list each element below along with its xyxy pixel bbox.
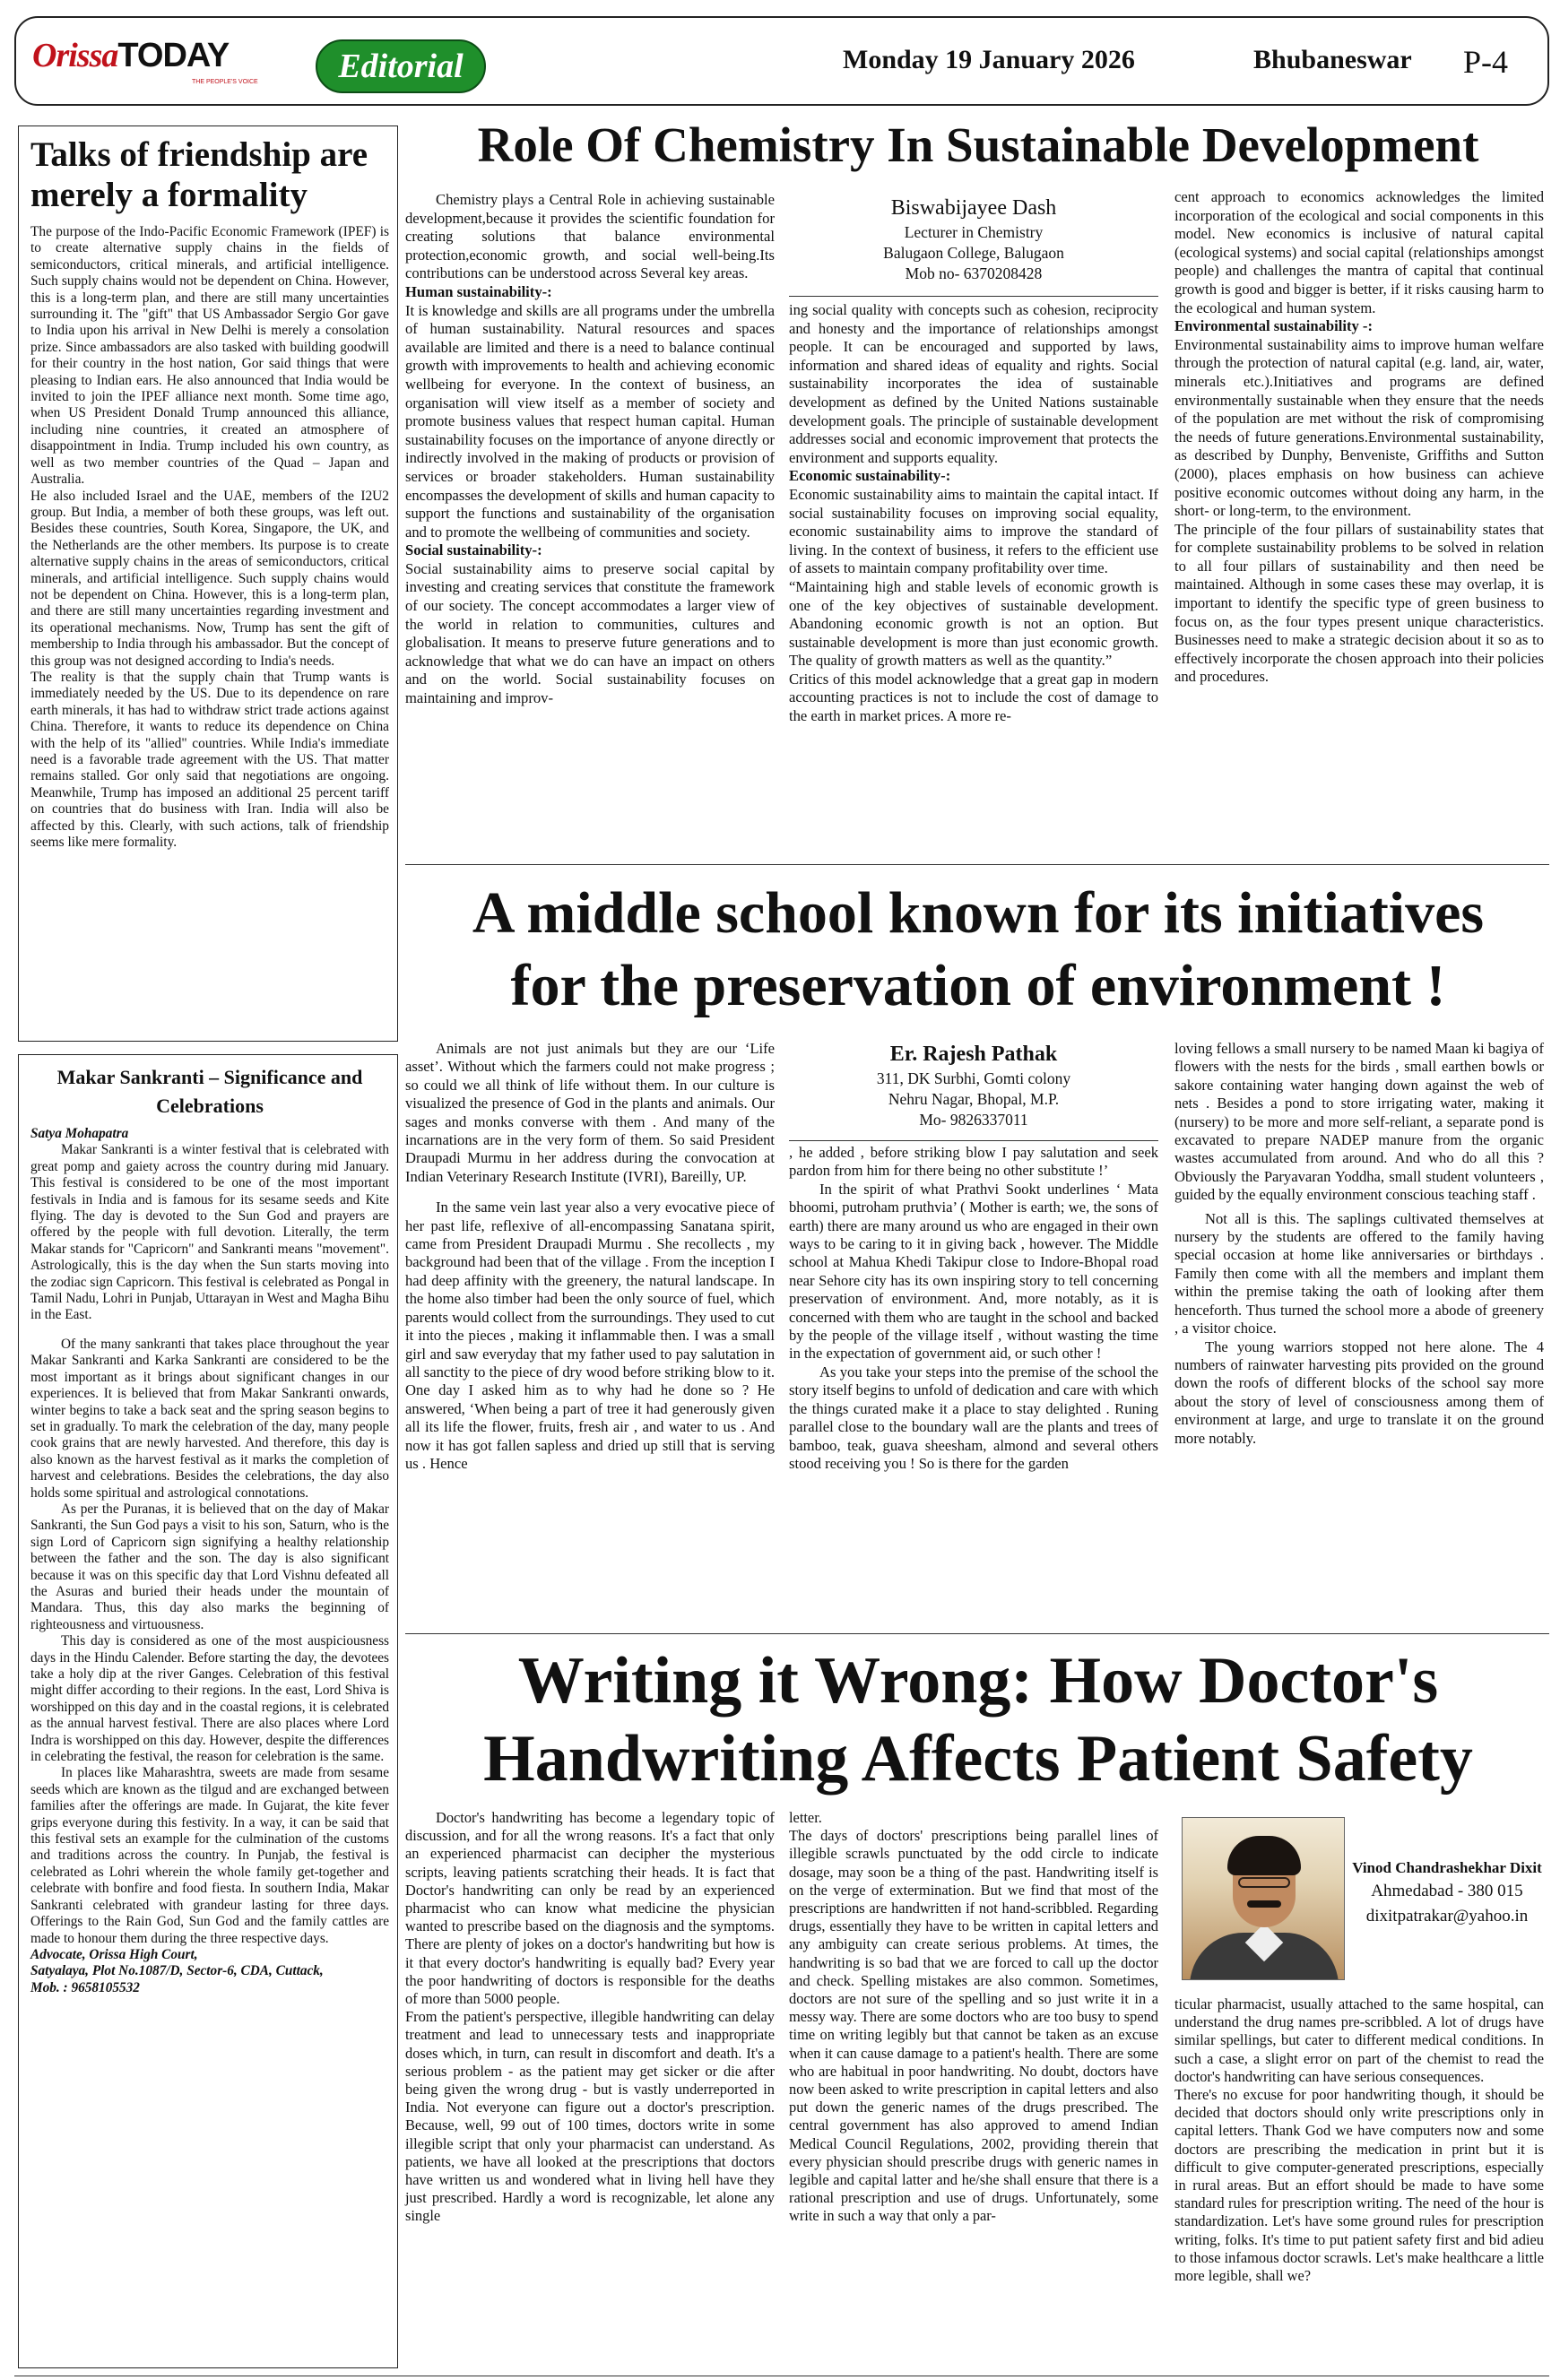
author-detail: Mob no- 6370208428: [905, 264, 1043, 282]
paragraph: ticular pharmacist, usually attached to the same hospital, can understand the drug names pre-scribbled. A lot of drugs have similar spellings, but cater to different medical conditions. In such a case, a slight error on part of the chemist to read the doctor's handwriting can have serious consequences.: [1174, 1995, 1544, 2085]
author-detail: Mo- 9826337011: [919, 1111, 1028, 1129]
logo-today: TODAY: [117, 37, 230, 74]
sidebar-byline: Satya Mohapatra: [30, 1126, 129, 1141]
paragraph: “Maintaining high and stable levels of economic growth is one of the key objectives of sustainable development. Abandoning economic growth is not an option. But sustainable development is more than just economic growth. The quality of growth matters as well as the quantity.”: [789, 577, 1158, 670]
author-detail: 311, DK Surbhi, Gomti colony: [876, 1069, 1071, 1087]
paragraph: Not all is this. The saplings cultivated themselves at nursery by the students are offered to the family having special occasion at home like anniversaries or birthdays . Family then come with all the members and implant them within the premise taking the oath of looking after them henceforth. Thus turned the school more a abode of greenery , a visitor choice.: [1174, 1209, 1544, 1337]
paragraph: There's no excuse for poor handwriting though, it should be decided that doctors should only write prescriptions only in capital letters. Thank God we have computers now and some doctors are prescribing the medication in print but it is difficult to give computer-generated prescriptions, especially in rural areas. But an effort should be made to have some standard rules for prescription writing. The need of the hour is standardization. Let's have some ground rules for prescription writing, folks. It's time to put patient safety first and bid adieu to those infamous doctor scrawls. Let's make healthcare a little more legible, shall we?: [1174, 2086, 1544, 2285]
paragraph: The principle of the four pillars of sustainability states that for complete sustainability problems to be solved in relation to all four pillars of sustainability and then need be maintained. Although in some cases these may overlap, it is important to identify the specific type of green business to focus on, as the four types present unique characteristics. Businesses need to make a strategic decision about it so as to effectively incorporate the chosen approach into their policies and procedures.: [1174, 520, 1544, 686]
article1-column-2: [789, 301, 1158, 726]
paragraph: Doctor's handwriting has become a legendary topic of discussion, and for all the wrong reasons. It's a fact that only an experienced pharmacist can decipher the mysterious scripts, leaving patients scratching their heads. It is fact that Doctor's handwriting can only be read by an experienced pharmacist who can know what medicine the physician wanted to prescribe based on the diagnosis and the symptoms. There are plenty of jokes on a doctor's handwriting but how is it that every doctor's handwriting is equally bad? Every year the poor handwriting of doctors is responsible for the deaths of more than 5000 people.: [405, 1809, 775, 2008]
paragraph: letter.: [789, 1809, 822, 1826]
sidebar-title-sankranti: Makar Sankranti – Significance and Celebrations: [56, 1066, 363, 1117]
paragraph: Critics of this model acknowledge that a great gap in modern accounting practices is not to include the cost of damage to the earth in market prices. A more re-: [789, 670, 1158, 725]
article2-column-3: [1174, 1040, 1544, 1448]
subheading: Economic sustainability-:: [789, 467, 951, 485]
logo-orissa: Orissa: [32, 37, 118, 74]
logo-tagline: THE PEOPLE'S VOICE: [192, 79, 258, 85]
article3-column-3: [1174, 1995, 1544, 2285]
author-name: Biswabijayee Dash: [890, 196, 1057, 220]
subheading: Environmental sustainability -:: [1174, 317, 1373, 335]
sidebar-title-friendship: Talks of friendship are merely a formality: [30, 135, 368, 214]
subheading: Human sustainability-:: [405, 282, 552, 300]
article-divider: [405, 864, 1549, 865]
page-number: P-4: [1463, 44, 1509, 80]
article1-column-3: [1174, 188, 1544, 687]
headline-line: for the preservation of environment !: [510, 953, 1446, 1018]
paragraph: Environmental sustainability aims to improve human welfare through the protection of natural capital (e.g. land, air, water, minerals etc.).Initiatives and programs are defined environmentally sustainable when they ensure that the needs of the population are met without the risk of compromising the needs of future generations.Environmental sustainability, as described by Dunphy, Benveniste, Griffiths and Sutton (2000), places emphasis on how business can achieve positive economic outcomes without doing any harm, in the short- or long-term, to the environment.: [1174, 335, 1544, 520]
paragraph: Of the many sankranti that takes place throughout the year Makar Sankranti and Karka Sankranti are considered to be the most important as it brings about significant changes in our experiences. It is believed that from Makar Sankranti onwards, winter begins to take a back seat and the spring season begins to set in gradually. To mark the celebration of the day, many people cook grains that are newly harvested. And therefore, this day is also known as the harvest festival as it marks the completion of harvest and celebrations. Besides the celebrations, the day also holds some spiritual and astrological connotations.: [30, 1336, 389, 1501]
paragraph: This day is considered as one of the most auspiciousness days in the Hindu Calender. Before starting the day, the devotees take a holy dip at the river Ganges. Celebration of this festival might differ according to their regions. In the east, Lord Shiva is worshipped on this day and in the coastal regions, it is celebrated as the annual harvest festival. There are also places where Lord Indra is worshipped on this day. However, despite the differences in celebrating the festival, the reason for celebration is the same.: [30, 1633, 389, 1765]
author-detail: Balugaon College, Balugaon: [883, 244, 1064, 262]
sidebar-body-friendship: [30, 224, 389, 851]
paragraph: From the patient's perspective, illegible handwriting can delay treatment and lead to unnecessary tests and inappropriate doses which, in turn, can result in discomfort and death. It's a serious problem - as the patient may get sicker or die after being given the wrong drug - but is vastly underreported in India. Not everyone can figure out a doctor's prescription. Because, well, 99 out of 100 times, doctors write in some illegible script that only your pharmacist can understand. As patients, we have all looked at the prescriptions that doctors have written us and wondered what in living hell have they just prescribed. Hardly a word is recognizable, let alone any single: [405, 2008, 775, 2225]
paragraph: The days of doctors' prescriptions being parallel lines of illegible scrawls punctuated by the odd circle to indicate dosage, may soon be a thing of the past. Handwriting itself is on the verge of extermination. But we find that most of the prescriptions are handwritten if not hand-scribbled. Regarding drugs, essentially they have to be written in capital letters and any ambiguity can create serious problems. At times, the handwriting is so bad that we are forced to call up the doctor and check. Spelling mistakes are also common. Sometimes, doctors are not sure of the spelling and so just write it in a messy way. There are some doctors who are too busy to spend time on writing legibly but that cannot be taken as an excuse when it can cause damage to a patient's health. There are some who are habitual in poor handwriting. No doubt, doctors have now been asked to write prescription in capital letters and also put down the generic names of the drugs prescribed. The central government has also approved to amend Indian Medical Council Regulations, 2002, providing therein that every physician should prescribe drugs with generic names in legible and capital latter and he/she shall ensure that there is a rational prescription and use of drugs. Unfortunately, some write in such a way that only a par-: [789, 1827, 1158, 2225]
article2-headline: [411, 877, 1546, 1022]
paragraph: It is knowledge and skills are all programs under the umbrella of human sustainability. Natural resources and spaces available are limited and there is a need to balance continual growth with improvements to health and achieving economic wellbeing for everyone. In the context of business, an organisation will view itself as a member of society and promote business values that respect human capital. Human sustainability focuses on the importance of anyone directly or indirectly involved in the making of products or provision of services or broader stakeholders. Human sustainability encompasses the development of skills and human capacity to support the functions and sustainability of the organisation and to promote the wellbeing of communities and society.: [405, 301, 775, 541]
edition-city: Bhubaneswar: [1253, 45, 1412, 74]
paragraph: He also included Israel and the UAE, members of the I2U2 group. But India, a member of both these groups, was left out. Besides these countries, South Korea, Singapore, the UK, and the Netherlands are the other members. Its purpose is to create alternative supply chains in the areas of semiconductors, critical minerals, and artificial intelligence. Such supply chains would not be dependent on China. However, this is a long-term plan, and there are still many uncertainties regarding investment and its operational mechanisms. Now, Trump has sent the gift of membership to India through his ambassador. But the concept of this group was not designed according to India's needs.: [30, 488, 389, 669]
headline-line: A middle school known for its initiatives: [472, 880, 1485, 946]
paragraph: The reality is that the supply chain that Trump wants is immediately needed by the US. Due to its dependence on rare earth minerals, it has had to withdraw strict trade actions against China. Therefore, it wants to reduce its dependence on China with the help of its "allied" countries. While India's immediate need is a favorable trade agreement with the US. That matter remains stalled. Gor only said that negotiations are ongoing. Meanwhile, Trump has imposed an additional 25 percent tariff on countries that do business with Iran. India will also be affected by this. Clearly, with such actions, talk of friendship seems like mere formality.: [30, 669, 389, 851]
paragraph: In the spirit of what Prathvi Sookt underlines ‘ Mata bhoomi, putroham pruthvia’ ( Mother is earth; we, the sons of earth) there are many around us who are engaged in their own ways to be caring to it in giving back , however. The Middle school at Mahua Khedi Takipur close to Indore-Bhopal road near Sehore city has its own inspiring story to tell concerning preservation of environment. And, more notably, as it is concerned with them who are taught in the school and backed by the people of the village itself , without wasting the time in the expectation of government aid, or such other !: [789, 1180, 1158, 1363]
sidebar-signature: Advocate, Orissa High Court,: [30, 1946, 198, 1962]
article-divider: [405, 1633, 1549, 1634]
paragraph: ing social quality with concepts such as cohesion, reciprocity and honesty and the importance of relationships amongst people. It can be encouraged and supported by laws, information and shared ideas of equality and rights. Social sustainability incorporates the idea of sustainable development as defined by the United Nations sustainable development goals. The principle of sustainable development addresses social and economic improvement that protects the environment and supports equality.: [789, 301, 1158, 466]
article3-column-2: [789, 1809, 1158, 2226]
author-photo: [1182, 1817, 1345, 1980]
author-detail: Nehru Nagar, Bhopal, M.P.: [888, 1090, 1060, 1108]
article3-headline: [411, 1642, 1546, 1798]
article3-author-block: [1348, 1857, 1546, 1929]
headline-line: Handwriting Affects Patient Safety: [483, 1722, 1473, 1796]
paragraph: In the same vein last year also a very evocative piece of her past life, reflexive of all-encompassing Sanatana spirit, came from President Draupadi Murmu . She recollects , my background had been that of the village . From the inception I had deep affinity with the greenery, the natural landscape. In the home also timber had been the only source of fuel, which parents would collect from the surroundings. They used to cut it into the pieces , making it inflammable then. I was a small girl and saw everyday that my father used to pay salutation in all sanctity to the piece of dry wood before striking blow to it. One day I asked him as to why had he done so ? He answered, ‘When being a part of tree it had generously given all its life the flower, fruits, fresh air , and water to us . And now it has got fallen sapless and dried up still that is serving us . Hence: [405, 1199, 775, 1472]
article1-column-1: [405, 191, 775, 708]
author-name: Vinod Chandrashekhar Dixit: [1352, 1859, 1542, 1876]
article3-column-1: [405, 1809, 775, 2226]
subheading: Social sustainability-:: [405, 541, 542, 559]
paragraph: As per the Puranas, it is believed that on the day of Makar Sankranti, the Sun God pays a visit to his son, Saturn, who is the sign Lord of Capricorn sign signifying a healthy relationship between the father and the son. The day is also significant because it was on this specific day that Lord Vishnu defeated all the Asuras and buried their heads under the mountain of Mandara. Thus, this day also marks the beginning of righteousness and virtuousness.: [30, 1501, 389, 1632]
sidebar-signature: Mob. : 9658105532: [30, 1979, 140, 1995]
paragraph: The young warriors stopped not here alone. The 4 numbers of rainwater harvesting pits provided on the ground down the roofs of different blocks of the school say more about the story of level of consciousness among them of environment at large, and urge to translate it on the ground more notably.: [1174, 1337, 1544, 1447]
paragraph: cent approach to economics acknowledges the limited incorporation of the ecological and social components in this model. New economics is inclusive of natural capital (ecological systems) and social capital (relationships amongst people) and challenges the mantra of capital that continual growth is good and bigger is better, if it risks causing harm to the ecological and human system.: [1174, 188, 1544, 316]
paragraph: loving fellows a small nursery to be named Maan ki bagiya of flowers with the nests for the birds , small earthen bowls or sakore containing water hanging down against the web of nets . Besides a pond to store irrigating water, making it (nursery) to be more and more self-reliant, a separate pond is excavated to prepare NADEP manure from the organic wastes accumulated from around. And who do all this ? Obviously the Paryavaran Yoddha, small student volunteers , guided by the equally environment conscious teaching staff .: [1174, 1040, 1544, 1204]
paragraph: Makar Sankranti is a winter festival that is celebrated with great pomp and gaiety across the country during mid January. This festival is considered to be one of the most important festivals in India and is famous for its sesame seeds and Kite flying. The day is devoted to the Sun God and prayers are offered by the people with full devotion. Literally, the term Makar stands for "Capricorn" and Sankranti means "movement". Astrologically, this is the day when the Sun starts moving into the zodiac sign Capricorn. This festival is celebrated as Pongal in Tamil Nadu, Lohri in Punjab, Uttarayan in West and Magha Bihu in the East.: [30, 1142, 389, 1323]
article1-headline: Role Of Chemistry In Sustainable Development: [477, 117, 1479, 172]
article2-column-2: [789, 1144, 1158, 1473]
sidebar-signature: Satyalaya, Plot No.1087/D, Sector-6, CDA, Cuttack,: [30, 1963, 324, 1979]
paragraph: Economic sustainability aims to maintain the capital intact. If social sustainability focuses on improving social equality, economic sustainability aims to improve the standard of living. In the context of business, it refers to the efficient use of assets to maintain company profitability over time.: [789, 485, 1158, 577]
article2-author-block: [789, 1040, 1158, 1130]
sidebar-body-sankranti: [30, 1126, 389, 1996]
paragraph: In places like Maharashtra, sweets are made from sesame seeds which are known as the tilgud and are exchanged between families after the offerings are made. In Gujarat, the kite fever grips everyone during this festivity. In a way, it can be said that this festival sets an example for the culmination of the customs and traditions across the country. In Punjab, the festival is celebrated as Lohri wherein the whole family get-together and celebrate with bonfire and food fiesta. In southern India, Makar Sankranti celebrated with grandeur lasting for three days. Offerings to the Rain God, Sun God and the family cattles are made to honour them during the three respective days.: [30, 1765, 389, 1946]
section-badge: Editorial: [316, 39, 486, 93]
headline-line: Writing it Wrong: How Doctor's: [517, 1644, 1439, 1718]
author-detail: Ahmedabad - 380 015: [1371, 1882, 1523, 1900]
author-divider: [789, 296, 1158, 297]
paragraph: The purpose of the Indo-Pacific Economic Framework (IPEF) is to create alternative supply chains in the fields of semiconductors, critical minerals, and artificial intelligence. Such supply chains would not be dependent on China. However, this is a long-term plan, and there are still many uncertainties surrounding it. The "gift" that US Ambassador Sergio Gor gave to India upon his arrival in New Delhi is merely a consolation prize. Since ambassadors are also tasked with building goodwill for their country in the host nation, Gor said things that were pleasing to Indian ears. He also announced that India would be invited to join the IPEF alliance next month. Some time ago, when US President Donald Trump announced this alliance, including nine countries, it created an atmosphere of disappointment in India. Trump included his own country, as well as two member countries of the Quad – Japan and Australia.: [30, 224, 389, 488]
paragraph: Animals are not just animals but they are our ‘Life asset’. Without which the farmers could not make progress ; so could we all think of life without them. In our culture is visualized the presence of God in the plants and animals. Our sages and monks converse with them . And many of the incarnations are in the very form of them. So said President Draupadi Murmu in her address during the convocation at Indian Veterinary Research Institute (IVRI), Bareilly, UP.: [405, 1040, 775, 1185]
paragraph: Chemistry plays a Central Role in achieving sustainable development,because it provides the scientific foundation for creating solutions that balance environmental protection,economic growth, and social well-being.Its contributions can be understood across Several key areas.: [405, 191, 775, 282]
author-detail: Lecturer in Chemistry: [904, 223, 1044, 241]
issue-date: Monday 19 January 2026: [843, 45, 1135, 74]
paragraph: Social sustainability aims to preserve social capital by investing and creating services that constitute the framework of our society. The concept accommodates a larger view of the world in relation to communities, cultures and globalisation. It means to preserve future generations and to acknowledge that what we do can have an impact on others and on the world. Social sustainability focuses on maintaining and improv-: [405, 559, 775, 707]
author-name: Er. Rajesh Pathak: [889, 1043, 1058, 1066]
paragraph: , he added , before striking blow I pay salutation and seek pardon from him for there being no other substitute !’: [789, 1144, 1158, 1180]
paragraph: As you take your steps into the premise of the school the story itself begins to unfold of dedication and care with which the things curated make it a place to stay delighted . Runing parallel close to the boundary wall are the plants and trees of bamboo, teak, guava sheesham, almond and several others stood receiving you ! So is there for the garden: [789, 1363, 1158, 1472]
author-detail: dixitpatrakar@yahoo.in: [1365, 1907, 1529, 1926]
article1-author-block: [789, 194, 1158, 284]
author-divider: [789, 1140, 1158, 1141]
newspaper-logo: [32, 36, 258, 88]
article2-column-1: [405, 1040, 775, 1473]
